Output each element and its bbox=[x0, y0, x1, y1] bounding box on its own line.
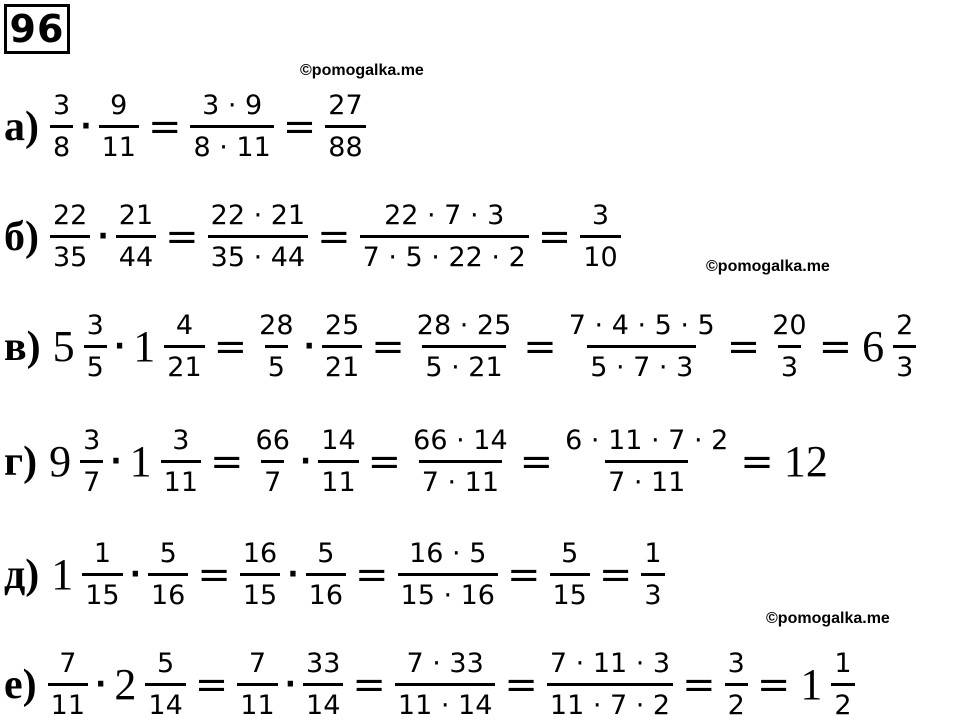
numerator: 5 bbox=[561, 538, 579, 569]
denominator: 10 bbox=[580, 235, 620, 271]
whole-part: 2 bbox=[114, 660, 137, 709]
fraction bbox=[145, 650, 185, 719]
denominator: 15 bbox=[240, 573, 280, 609]
equation-label: е) bbox=[4, 661, 37, 708]
fraction bbox=[303, 650, 343, 719]
fraction bbox=[240, 540, 280, 609]
fraction bbox=[116, 202, 156, 271]
equation-row-a bbox=[4, 92, 369, 161]
denominator: 3 bbox=[893, 345, 916, 381]
denominator: 11 · 14 bbox=[395, 683, 495, 719]
fraction bbox=[410, 427, 510, 496]
denominator: 3 bbox=[778, 345, 801, 381]
multiply-dot: · bbox=[113, 329, 126, 364]
numerator: 7 bbox=[59, 648, 77, 679]
equals-sign: = bbox=[537, 213, 572, 260]
multiply-dot: · bbox=[110, 444, 122, 479]
denominator: 44 bbox=[116, 235, 156, 271]
numerator: 9 bbox=[110, 90, 128, 121]
multiply-dot: · bbox=[303, 329, 315, 364]
multiply-dot: · bbox=[97, 219, 109, 254]
multiply-dot: · bbox=[299, 444, 312, 479]
equals-sign: = bbox=[504, 661, 538, 708]
task-number-box: 96 bbox=[4, 4, 70, 54]
fraction bbox=[306, 540, 346, 609]
fraction bbox=[164, 312, 204, 381]
fraction bbox=[562, 427, 731, 496]
fraction bbox=[50, 202, 90, 271]
fraction bbox=[190, 92, 273, 161]
fraction bbox=[547, 650, 673, 719]
numerator: 2 bbox=[896, 310, 914, 341]
denominator: 11 · 7 · 2 bbox=[547, 683, 673, 719]
equation-row-e bbox=[4, 650, 858, 719]
fraction bbox=[831, 650, 854, 719]
denominator: 5 · 21 bbox=[422, 345, 505, 381]
equals-sign: = bbox=[352, 661, 386, 708]
equals-sign: = bbox=[740, 438, 774, 485]
equals-sign: = bbox=[317, 213, 351, 260]
equation-row-d bbox=[4, 540, 668, 609]
fraction bbox=[322, 312, 362, 381]
numerator: 28 bbox=[259, 310, 294, 341]
denominator: 16 bbox=[306, 573, 346, 609]
equals-sign: = bbox=[210, 438, 244, 485]
equals-sign: = bbox=[194, 661, 229, 708]
denominator: 5 bbox=[265, 345, 288, 381]
equation-label: г) bbox=[4, 438, 38, 485]
numerator: 1 bbox=[644, 538, 662, 569]
whole-part: 1 bbox=[129, 437, 152, 486]
denominator: 15 bbox=[550, 573, 590, 609]
fraction bbox=[253, 427, 293, 496]
numerator: 5 bbox=[317, 538, 335, 569]
denominator: 11 bbox=[161, 460, 201, 496]
fraction bbox=[725, 650, 748, 719]
denominator: 35 bbox=[50, 235, 90, 271]
equals-sign: = bbox=[598, 551, 633, 598]
equals-sign: = bbox=[523, 323, 557, 370]
numerator: 14 bbox=[321, 425, 356, 456]
equals-sign: = bbox=[165, 213, 199, 260]
fraction bbox=[580, 202, 620, 271]
numerator: 25 bbox=[324, 310, 360, 341]
fraction bbox=[161, 427, 201, 496]
multiply-dot: · bbox=[287, 557, 299, 592]
fraction bbox=[48, 650, 88, 719]
equals-sign: = bbox=[355, 551, 389, 598]
numerator: 66 bbox=[255, 425, 290, 456]
denominator: 5 · 7 · 3 bbox=[587, 345, 696, 381]
denominator: 8 bbox=[50, 125, 73, 161]
multiply-dot: · bbox=[80, 109, 92, 144]
denominator: 11 bbox=[99, 125, 139, 161]
numerator: 4 bbox=[175, 310, 194, 341]
equals-sign: = bbox=[682, 661, 716, 708]
denominator: 11 bbox=[318, 460, 358, 496]
numerator: 1 bbox=[834, 648, 852, 679]
numerator: 3 bbox=[86, 310, 104, 341]
fraction bbox=[395, 650, 495, 719]
numerator: 3 · 9 bbox=[202, 90, 263, 121]
fraction bbox=[325, 92, 365, 161]
multiply-dot: · bbox=[129, 557, 141, 592]
numerator: 22 · 7 · 3 bbox=[384, 200, 505, 231]
numerator: 1 bbox=[93, 538, 111, 569]
denominator: 21 bbox=[164, 345, 204, 381]
numerator: 7 bbox=[248, 648, 267, 679]
whole-part: 9 bbox=[49, 437, 72, 486]
equals-sign: = bbox=[726, 323, 761, 370]
fraction bbox=[237, 650, 277, 719]
denominator: 35 · 44 bbox=[208, 235, 308, 271]
equation-label: д) bbox=[4, 551, 40, 598]
denominator: 14 bbox=[303, 683, 343, 719]
fraction bbox=[360, 202, 529, 271]
equation-row-g bbox=[4, 427, 834, 496]
equals-sign: = bbox=[147, 103, 182, 150]
denominator: 7 · 11 bbox=[605, 460, 688, 496]
whole-part: 1 bbox=[51, 550, 74, 599]
multiply-dot: · bbox=[95, 667, 107, 702]
numerator: 33 bbox=[306, 648, 341, 679]
denominator: 7 · 11 bbox=[419, 460, 502, 496]
denominator: 11 bbox=[237, 683, 277, 719]
numerator: 6 · 11 · 7 · 2 bbox=[565, 425, 729, 456]
fraction bbox=[414, 312, 514, 381]
denominator: 7 bbox=[261, 460, 284, 496]
fraction bbox=[641, 540, 664, 609]
fraction bbox=[208, 202, 308, 271]
equation-label: в) bbox=[4, 323, 41, 370]
equals-sign: = bbox=[756, 661, 791, 708]
whole-part: 6 bbox=[862, 322, 885, 371]
equals-sign: = bbox=[367, 438, 402, 485]
fraction bbox=[256, 312, 296, 381]
equals-sign: = bbox=[506, 551, 541, 598]
multiply-dot: · bbox=[284, 667, 297, 702]
fraction bbox=[893, 312, 916, 381]
watermark: ©pomogalka.me bbox=[766, 610, 890, 627]
numerator: 5 bbox=[156, 648, 175, 679]
equals-sign: = bbox=[371, 323, 405, 370]
numerator: 16 bbox=[242, 538, 278, 569]
numerator: 3 bbox=[172, 425, 190, 456]
equation-label: б) bbox=[4, 213, 39, 260]
denominator: 14 bbox=[145, 683, 185, 719]
denominator: 5 bbox=[84, 345, 107, 381]
fraction bbox=[80, 427, 103, 496]
whole-part: 1 bbox=[800, 660, 823, 709]
numerator: 3 bbox=[53, 90, 71, 121]
denominator: 3 bbox=[641, 573, 664, 609]
numerator: 7 · 11 · 3 bbox=[549, 648, 671, 679]
denominator: 16 bbox=[148, 573, 188, 609]
numerator: 20 bbox=[772, 310, 807, 341]
denominator: 11 bbox=[48, 683, 88, 719]
watermark: ©pomogalka.me bbox=[706, 258, 830, 275]
numerator: 3 bbox=[83, 425, 101, 456]
equals-sign: = bbox=[213, 323, 248, 370]
denominator: 2 bbox=[831, 683, 854, 719]
numerator: 22 bbox=[53, 200, 88, 231]
equals-sign: = bbox=[197, 551, 231, 598]
numerator: 21 bbox=[118, 200, 154, 231]
fraction bbox=[84, 312, 107, 381]
fraction bbox=[566, 312, 718, 381]
equals-sign: = bbox=[818, 323, 853, 370]
equals-sign: = bbox=[282, 103, 317, 150]
fraction bbox=[50, 92, 73, 161]
fraction bbox=[398, 540, 498, 609]
numerator: 66 · 14 bbox=[413, 425, 508, 456]
numerator: 28 · 25 bbox=[416, 310, 512, 341]
numerator: 22 · 21 bbox=[210, 200, 306, 231]
fraction bbox=[99, 92, 139, 161]
equals-sign: = bbox=[519, 438, 554, 485]
numerator: 3 bbox=[727, 648, 745, 679]
numerator: 7 · 4 · 5 · 5 bbox=[568, 310, 715, 341]
numerator: 7 · 33 bbox=[406, 648, 484, 679]
equation-row-v bbox=[4, 312, 919, 381]
equation-row-b bbox=[4, 202, 624, 271]
denominator: 8 · 11 bbox=[190, 125, 273, 161]
fraction bbox=[550, 540, 590, 609]
whole-part: 1 bbox=[133, 322, 156, 371]
denominator: 7 bbox=[80, 460, 103, 496]
fraction bbox=[769, 312, 809, 381]
numerator: 3 bbox=[591, 200, 610, 231]
fraction bbox=[82, 540, 122, 609]
denominator: 7 · 5 · 22 · 2 bbox=[360, 235, 529, 271]
whole-part: 12 bbox=[783, 437, 828, 486]
denominator: 88 bbox=[325, 125, 365, 161]
fraction bbox=[148, 540, 188, 609]
numerator: 27 bbox=[328, 90, 363, 121]
denominator: 15 bbox=[82, 573, 122, 609]
denominator: 2 bbox=[725, 683, 748, 719]
fraction bbox=[318, 427, 358, 496]
whole-part: 5 bbox=[52, 322, 75, 371]
denominator: 21 bbox=[322, 345, 362, 381]
numerator: 5 bbox=[159, 538, 177, 569]
denominator: 15 · 16 bbox=[398, 573, 498, 609]
equation-label: а) bbox=[4, 103, 39, 150]
numerator: 16 · 5 bbox=[409, 538, 487, 569]
watermark: ©pomogalka.me bbox=[300, 62, 424, 79]
